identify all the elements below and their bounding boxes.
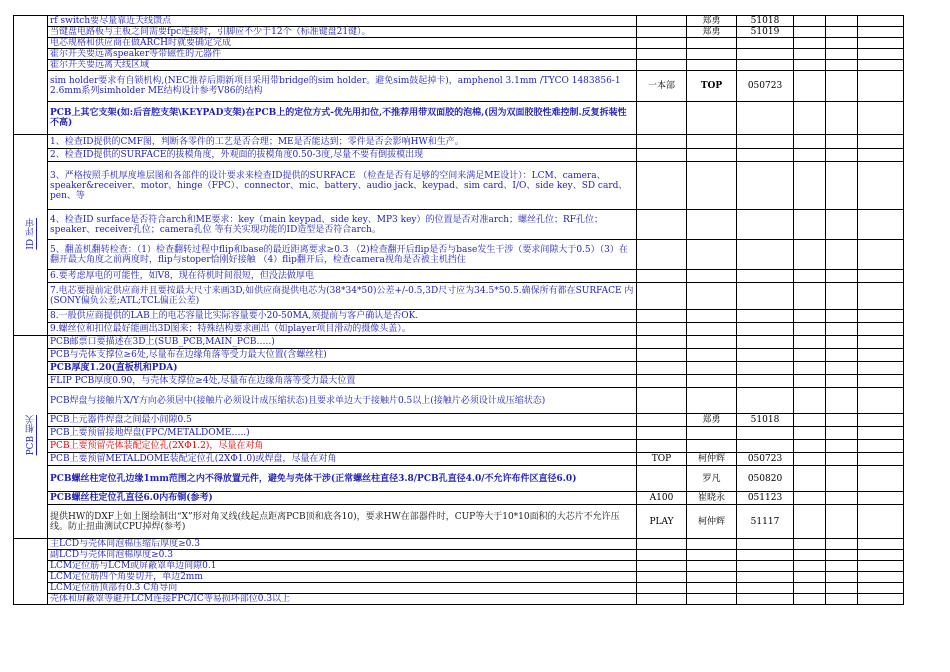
empty-cell	[687, 323, 737, 336]
item-text: 6.要考虑厚电的可能性，如V8，现在待机时间很短，但没法做厚电	[48, 270, 637, 283]
project-cell	[637, 466, 687, 492]
empty-cell	[637, 336, 687, 349]
empty-cell	[858, 71, 904, 102]
empty-cell	[794, 283, 826, 310]
empty-cell	[637, 561, 687, 572]
empty-cell	[637, 583, 687, 594]
empty-cell	[737, 336, 794, 349]
owner-cell: 柯仲辉	[687, 453, 737, 466]
empty-cell	[858, 414, 904, 427]
empty-cell	[826, 135, 858, 149]
empty-cell	[794, 583, 826, 594]
table-row	[14, 71, 904, 102]
empty-cell	[737, 427, 794, 440]
empty-cell	[794, 162, 826, 210]
empty-cell	[794, 49, 826, 60]
owner-cell	[687, 38, 737, 49]
empty-cell	[737, 362, 794, 375]
empty-cell	[858, 60, 904, 71]
empty-cell	[826, 323, 858, 336]
project-cell: PLAY	[637, 505, 687, 539]
empty-cell	[794, 16, 826, 27]
empty-cell	[858, 539, 904, 550]
empty-cell	[826, 349, 858, 362]
empty-cell	[794, 310, 826, 323]
empty-cell	[687, 550, 737, 561]
table-row	[14, 270, 904, 283]
date-cell: 51019	[737, 27, 794, 38]
empty-cell	[737, 135, 794, 149]
section-label: ID 评审	[25, 217, 36, 250]
item-text: PCB焊盘与接触片X/Y方向必须居中(接触片必须设计成压缩状态)且要求单边大于接触片0.5以上(接触片必须设计成压缩状态)	[48, 388, 637, 414]
section-cell-id	[14, 135, 48, 336]
empty-cell	[858, 135, 904, 149]
item-text: PCB上其它支架(如:后音腔支架\KEYPAD支架)在PCB上的定位方式-优先用扣位,不推荐用带双面胶的泡棉,(因为双面胶胶性难控制.反复拆装性不高)	[48, 102, 637, 135]
table-row	[14, 349, 904, 362]
item-text: 8.一般供应商提供的LAB上的电芯容量比实际容量要小20-50MA,须提前与客户确认是否OK.	[48, 310, 637, 323]
item-text: 5、翻盖机翻转检查：（1）检查翻转过程中flip和base的最近距离要求≥0.3 （2)检查翻开后flip是否与base发生干涉（要求间隙大于0.5）（3）在翻开最大角度之前两度时，flip与stoper恰刚好接触 （4）flip翻开后，检查camera视角是否被主机挡住	[48, 240, 637, 270]
section-cell-pcb	[14, 336, 48, 539]
empty-cell	[794, 375, 826, 388]
owner-cell: 罗凡	[687, 466, 737, 492]
empty-cell	[858, 466, 904, 492]
empty-cell	[858, 27, 904, 38]
empty-cell	[826, 583, 858, 594]
empty-cell	[858, 440, 904, 453]
empty-cell	[826, 492, 858, 505]
table-row	[14, 102, 904, 135]
table-row	[14, 440, 904, 453]
empty-cell	[858, 362, 904, 375]
empty-cell	[858, 505, 904, 539]
table-row	[14, 583, 904, 594]
empty-cell	[737, 323, 794, 336]
item-text: PCB上要预留壳体装配定位孔(2XΦ1.2)，尽量在对角	[48, 440, 637, 453]
empty-cell	[826, 240, 858, 270]
empty-cell	[794, 561, 826, 572]
table-row	[14, 594, 904, 605]
empty-cell	[687, 375, 737, 388]
empty-cell	[637, 270, 687, 283]
empty-cell	[794, 270, 826, 283]
empty-cell	[737, 594, 794, 605]
empty-cell	[737, 388, 794, 414]
item-text: 3、严格按照手机厚度堆层图和各部件的设计要求来检查ID提供的SURFACE （检查是否有足够的空间来满足ME设计）：LCM、camera、speaker&receiver、motor、hinge（FPC）、connector、mic、battery、audio jack、keypad、sim card、I/O、side key、SD card、pen、等	[48, 162, 637, 210]
empty-cell	[637, 388, 687, 414]
item-text: 霍尔开关要远离speaker等带磁性的元器件	[48, 49, 637, 60]
date-cell: 51018	[737, 16, 794, 27]
owner-cell	[687, 60, 737, 71]
project-cell	[637, 60, 687, 71]
empty-cell	[858, 375, 904, 388]
empty-cell	[794, 453, 826, 466]
table-row	[14, 453, 904, 466]
item-text: 提供HW的DXF上如上图绘制出“X”形对角叉线(线起点距离PCB顶和底各10)，要求HW在部器件时，CUP等大于10*10面积的大芯片不允许压线。防止扭曲测试CPU掉焊(参考)	[48, 505, 637, 539]
section-label: PCB 相关	[25, 415, 36, 456]
empty-cell	[637, 440, 687, 453]
empty-cell	[687, 270, 737, 283]
empty-cell	[637, 149, 687, 162]
empty-cell	[858, 427, 904, 440]
empty-cell	[858, 492, 904, 505]
owner-cell: TOP	[687, 71, 737, 102]
empty-cell	[794, 362, 826, 375]
date-cell: 51018	[737, 414, 794, 427]
empty-cell	[826, 310, 858, 323]
empty-cell	[637, 240, 687, 270]
table-row	[14, 336, 904, 349]
empty-cell	[637, 594, 687, 605]
empty-cell	[737, 283, 794, 310]
table-row	[14, 362, 904, 375]
empty-cell	[794, 414, 826, 427]
item-text: PCB螺丝柱定位孔边缘1mm范围之内不得放置元件，避免与壳体干涉(正常螺丝柱直径3.8/PCB孔直径4.0/不允许布件区直径6.0)	[48, 466, 637, 492]
date-cell: 050820	[737, 466, 794, 492]
empty-cell	[687, 362, 737, 375]
empty-cell	[637, 310, 687, 323]
empty-cell	[826, 505, 858, 539]
empty-cell	[826, 561, 858, 572]
empty-cell	[794, 149, 826, 162]
empty-cell	[794, 594, 826, 605]
empty-cell	[858, 453, 904, 466]
empty-cell	[826, 210, 858, 240]
item-text: PCB邮票口要描述在3D上(SUB_PCB,MAIN_PCB…..)	[48, 336, 637, 349]
empty-cell	[737, 149, 794, 162]
empty-cell	[794, 210, 826, 240]
empty-cell	[794, 440, 826, 453]
owner-cell: 郑勇	[687, 27, 737, 38]
empty-cell	[737, 162, 794, 210]
item-text: 当键盘电路板与主板之间需要fpc连接时，引脚应不少于12个（标准键盘21键）。	[48, 27, 637, 38]
empty-cell	[826, 16, 858, 27]
item-text: PCB厚度1.20(直板机和PDA)	[48, 362, 637, 375]
empty-cell	[737, 310, 794, 323]
owner-cell	[687, 49, 737, 60]
table-row	[14, 27, 904, 38]
item-text: PCB螺丝柱定位孔直径6.0内布铜(参考)	[48, 492, 637, 505]
table-row	[14, 210, 904, 240]
empty-cell	[826, 38, 858, 49]
empty-cell	[858, 594, 904, 605]
empty-cell	[858, 102, 904, 135]
empty-cell	[737, 539, 794, 550]
date-cell: 050723	[737, 71, 794, 102]
empty-cell	[637, 362, 687, 375]
item-text: 2、检查ID提供的SURFACE的拔模角度，外观面的拔模角度0.50-3度,尽量不要有倒拔模出现	[48, 149, 637, 162]
table-row	[14, 162, 904, 210]
item-text: 9.螺丝位和扣位最好能画出3D图来；特殊结构要求画出（如player项目滑动的摄像头盖）。	[48, 323, 637, 336]
table-row	[14, 49, 904, 60]
table-row	[14, 310, 904, 323]
empty-cell	[826, 453, 858, 466]
empty-cell	[826, 362, 858, 375]
empty-cell	[637, 210, 687, 240]
empty-cell	[737, 550, 794, 561]
item-text: PCB与壳体支撑位≥6处,尽量布在边缘角落等受力最大位置(含螺丝柱)	[48, 349, 637, 362]
empty-cell	[794, 505, 826, 539]
project-cell	[637, 102, 687, 135]
table-row	[14, 388, 904, 414]
empty-cell	[687, 427, 737, 440]
empty-cell	[794, 572, 826, 583]
table-row	[14, 505, 904, 539]
empty-cell	[794, 323, 826, 336]
empty-cell	[794, 427, 826, 440]
table-row	[14, 135, 904, 149]
table-row	[14, 323, 904, 336]
date-cell	[737, 60, 794, 71]
empty-cell	[737, 349, 794, 362]
empty-cell	[826, 71, 858, 102]
empty-cell	[687, 283, 737, 310]
project-cell	[637, 414, 687, 427]
empty-cell	[687, 162, 737, 210]
empty-cell	[737, 572, 794, 583]
empty-cell	[637, 349, 687, 362]
empty-cell	[826, 594, 858, 605]
table-row	[14, 60, 904, 71]
empty-cell	[858, 16, 904, 27]
item-text: rf switch要尽量靠近天线馈点	[48, 16, 637, 27]
empty-cell	[826, 283, 858, 310]
empty-cell	[794, 27, 826, 38]
empty-cell	[737, 440, 794, 453]
table-row	[14, 466, 904, 492]
empty-cell	[637, 323, 687, 336]
item-text: PCB上元器件焊盘之间最小间隙0.5	[48, 414, 637, 427]
empty-cell	[858, 572, 904, 583]
empty-cell	[858, 210, 904, 240]
empty-cell	[794, 102, 826, 135]
owner-cell	[687, 102, 737, 135]
empty-cell	[737, 583, 794, 594]
empty-cell	[858, 240, 904, 270]
empty-cell	[687, 539, 737, 550]
item-text: 4、检查ID surface是否符合arch和ME要求：key（main keypad、side key、MP3 key）的位置是否对准arch；螺丝孔位；RF孔位；speaker、receiver孔位；camera孔位 等有关实现功能的ID造型是否符合arch。	[48, 210, 637, 240]
project-cell: TOP	[637, 453, 687, 466]
empty-cell	[737, 210, 794, 240]
table-row	[14, 492, 904, 505]
item-text: 1、检查ID提供的CMF图，判断各零件的工艺是否合理；ME是否能达到；零件是否会影响HW和生产。	[48, 135, 637, 149]
empty-cell	[687, 572, 737, 583]
item-text: LCM定位筋四个角要切开，单边2mm	[48, 572, 637, 583]
item-text: PCB上要预留METALDOME装配定位孔(2XΦ1.0)或焊盘，尽量在对角	[48, 453, 637, 466]
table-row	[14, 414, 904, 427]
project-cell	[637, 16, 687, 27]
empty-cell	[826, 336, 858, 349]
empty-cell	[826, 414, 858, 427]
owner-cell: 崔晓永	[687, 492, 737, 505]
date-cell: 051123	[737, 492, 794, 505]
empty-cell	[637, 427, 687, 440]
empty-cell	[794, 349, 826, 362]
empty-cell	[826, 440, 858, 453]
empty-cell	[826, 27, 858, 38]
empty-cell	[687, 149, 737, 162]
table-row	[14, 561, 904, 572]
project-cell	[637, 49, 687, 60]
section-cell	[14, 16, 48, 135]
table-row	[14, 427, 904, 440]
empty-cell	[794, 336, 826, 349]
item-text: 7.电芯要提前定供应商并且要按最大尺寸来画3D,如供应商提供电芯为(38*34*50)公差+/-0.5,3D尺寸应为34.5*50.5.确保所有都在SURFACE 内(SONY偏负公差;ATL;TCL偏正公差)	[48, 283, 637, 310]
empty-cell	[858, 583, 904, 594]
empty-cell	[858, 310, 904, 323]
empty-cell	[826, 427, 858, 440]
empty-cell	[737, 375, 794, 388]
date-cell: 51117	[737, 505, 794, 539]
item-text: 霍尔开关要远离天线区域	[48, 60, 637, 71]
empty-cell	[826, 539, 858, 550]
empty-cell	[826, 49, 858, 60]
empty-cell	[637, 375, 687, 388]
item-text: 电芯规格和供应商在做ARCH时就要确定完成	[48, 38, 637, 49]
empty-cell	[737, 270, 794, 283]
empty-cell	[858, 561, 904, 572]
empty-cell	[637, 550, 687, 561]
empty-cell	[858, 349, 904, 362]
empty-cell	[794, 240, 826, 270]
project-cell: A100	[637, 492, 687, 505]
empty-cell	[794, 550, 826, 561]
empty-cell	[794, 71, 826, 102]
project-cell: 一本部	[637, 71, 687, 102]
empty-cell	[826, 162, 858, 210]
empty-cell	[826, 270, 858, 283]
item-text: LCM定位筋与LCM或屏蔽罩单边间隙0.1	[48, 561, 637, 572]
table-row	[14, 283, 904, 310]
spreadsheet	[13, 15, 904, 605]
item-text: PCB上要预留接地焊盘(FPC/METALDOME…..)	[48, 427, 637, 440]
empty-cell	[687, 583, 737, 594]
owner-cell: 郑勇	[687, 414, 737, 427]
empty-cell	[687, 388, 737, 414]
item-text: LCM定位筋顶部有0.3 C角导向	[48, 583, 637, 594]
empty-cell	[687, 336, 737, 349]
empty-cell	[826, 375, 858, 388]
table-row	[14, 539, 904, 550]
item-text: 主LCD与壳体间泡棉压缩后厚度≥0.3	[48, 539, 637, 550]
empty-cell	[687, 594, 737, 605]
date-cell	[737, 102, 794, 135]
item-text: 副LCD与壳体间泡棉厚度≥0.3	[48, 550, 637, 561]
project-cell	[637, 38, 687, 49]
empty-cell	[737, 561, 794, 572]
empty-cell	[687, 135, 737, 149]
empty-cell	[826, 149, 858, 162]
empty-cell	[687, 440, 737, 453]
owner-cell: 柯仲辉	[687, 505, 737, 539]
empty-cell	[687, 561, 737, 572]
date-cell	[737, 49, 794, 60]
empty-cell	[858, 283, 904, 310]
empty-cell	[858, 388, 904, 414]
empty-cell	[858, 149, 904, 162]
empty-cell	[794, 539, 826, 550]
section-cell	[14, 539, 48, 605]
table-row	[14, 572, 904, 583]
empty-cell	[637, 572, 687, 583]
empty-cell	[637, 539, 687, 550]
empty-cell	[737, 240, 794, 270]
empty-cell	[794, 388, 826, 414]
empty-cell	[858, 49, 904, 60]
owner-cell: 郑勇	[687, 16, 737, 27]
empty-cell	[794, 466, 826, 492]
table-row	[14, 16, 904, 27]
design-checklist-table	[13, 15, 904, 605]
table-row	[14, 550, 904, 561]
table-row	[14, 38, 904, 49]
empty-cell	[637, 283, 687, 310]
item-text: FLIP PCB厚度0.90，与壳体支撑位≥4处,尽量布在边缘角落等受力最大位置	[48, 375, 637, 388]
empty-cell	[858, 162, 904, 210]
empty-cell	[637, 162, 687, 210]
empty-cell	[826, 388, 858, 414]
empty-cell	[826, 466, 858, 492]
empty-cell	[637, 135, 687, 149]
empty-cell	[826, 60, 858, 71]
empty-cell	[794, 38, 826, 49]
empty-cell	[794, 60, 826, 71]
empty-cell	[794, 135, 826, 149]
item-text: sim holder要求有自锁机构,(NEC推荐后期新项目采用带bridge的sim holder。避免sim鼓起掉卡)，amphenol 3.1mm /TYCO 1483856-1 2.6mm系列simholder ME结构设计参考V86的结构	[48, 71, 637, 102]
empty-cell	[687, 210, 737, 240]
project-cell	[637, 27, 687, 38]
date-cell: 050723	[737, 453, 794, 466]
item-text: 壳体和屏蔽罩等避开LCM连接FPC/IC等易损坏部位0.3以上	[48, 594, 637, 605]
empty-cell	[858, 323, 904, 336]
empty-cell	[794, 492, 826, 505]
empty-cell	[826, 102, 858, 135]
table-row	[14, 149, 904, 162]
table-row	[14, 375, 904, 388]
empty-cell	[858, 336, 904, 349]
empty-cell	[826, 550, 858, 561]
empty-cell	[687, 240, 737, 270]
empty-cell	[858, 550, 904, 561]
date-cell	[737, 38, 794, 49]
empty-cell	[826, 572, 858, 583]
table-row	[14, 240, 904, 270]
empty-cell	[858, 270, 904, 283]
empty-cell	[687, 310, 737, 323]
empty-cell	[687, 349, 737, 362]
empty-cell	[858, 38, 904, 49]
